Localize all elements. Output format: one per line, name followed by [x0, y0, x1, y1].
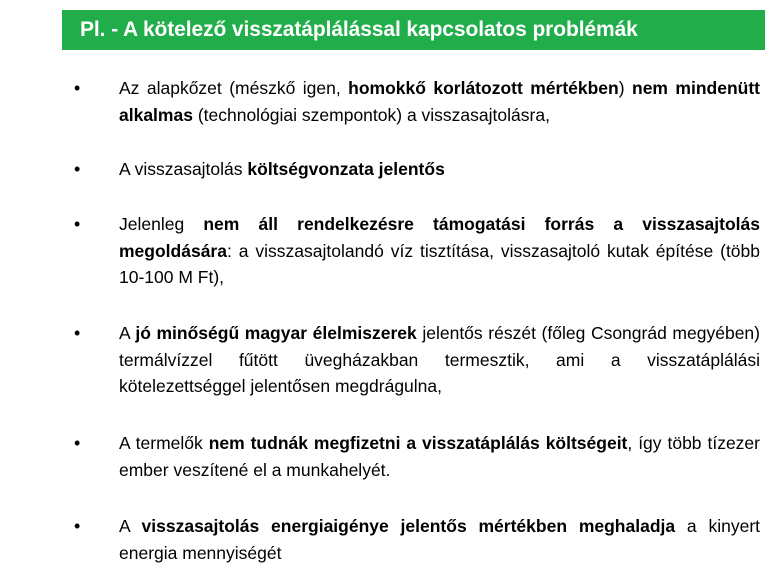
slide-title: Pl. - A kötelező visszatáplálással kapcsolatos problémák: [80, 18, 638, 41]
text-segment-bold: nem áll rendelkezésre támogatási forrás a visszasajtolás megoldására: [119, 214, 760, 261]
bullet-text: [119, 430, 760, 483]
bullet-icon: •: [74, 433, 81, 453]
text-segment: A: [119, 323, 136, 343]
bullet-text: [119, 513, 760, 566]
bullet-icon: •: [74, 78, 81, 98]
text-segment-bold: jó minőségű magyar élelmiszerek: [135, 323, 417, 343]
text-segment-bold: nem tudnák megfizetni a visszatáplálás költségeit: [208, 433, 628, 453]
bullet-icon: •: [74, 516, 81, 536]
text-segment: A termelők: [119, 433, 209, 453]
text-segment: A: [119, 516, 142, 536]
bullet-text: [119, 156, 760, 183]
bullet-text: [119, 211, 760, 291]
text-segment: Jelenleg: [119, 214, 204, 234]
text-segment-bold: nem mindenütt alkalmas: [119, 78, 760, 125]
text-segment: ): [618, 78, 632, 98]
bullet-icon: •: [74, 159, 81, 179]
bullet-icon: •: [74, 323, 81, 343]
text-segment: (technológiai szempontok) a visszasajtolásra,: [192, 104, 550, 125]
bullet-text: [119, 75, 760, 128]
text-segment-bold: visszasajtolás energiaigénye jelentős mértékben meghaladja: [141, 516, 676, 536]
text-segment: , így több tízezer ember veszítené el a munkahelyét.: [119, 433, 760, 480]
text-segment-bold: költségvonzata jelentős: [247, 159, 445, 179]
text-segment: Az alapkőzet (mészkő igen,: [119, 78, 349, 98]
text-segment: a kinyert energia mennyiségét: [119, 516, 761, 563]
bullet-text: [119, 320, 760, 400]
text-segment: A visszasajtolás: [119, 159, 248, 179]
text-segment: : a visszasajtolandó víz tisztítása, visszasajtoló kutak építése (több 10-100 M Ft),: [119, 240, 760, 287]
text-segment-bold: homokkő korlátozott mértékben: [348, 78, 619, 98]
bullet-icon: •: [74, 214, 81, 234]
text-segment: jelentős részét (főleg Csongrád megyében) termálvízzel fűtött üvegházakban termesztik, ami a visszatáplálási kötelezettséggel jelentősen megdrágulna,: [119, 323, 760, 396]
